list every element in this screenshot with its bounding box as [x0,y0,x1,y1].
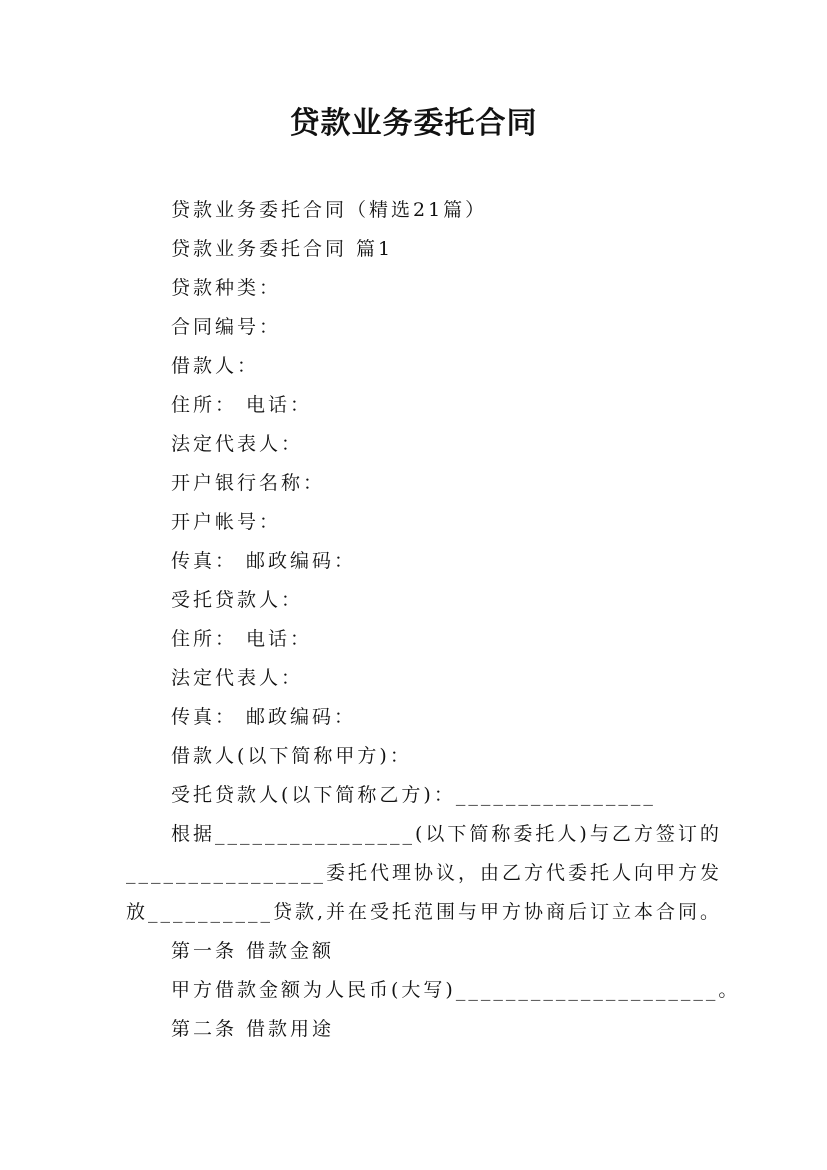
text-line: 开户银行名称： [171,472,326,494]
text-line: 根据________________(以下简称委托人)与乙方签订的 [171,823,722,845]
text-line: 贷款业务委托合同（精选21篇） [171,199,488,221]
text-line: ________________委托代理协议，由乙方代委托人向甲方发 [126,862,723,884]
document-title: 贷款业务委托合同 [289,106,538,141]
text-line: 放__________贷款,并在受托范围与甲方协商后订立本合同。 [126,901,723,923]
text-line: 法定代表人： [171,667,304,689]
text-line: 借款人： [171,355,260,377]
text-line: 传真： 邮政编码： [171,550,357,572]
text-line: 贷款种类： [171,277,282,299]
text-line: 受托贷款人： [171,589,304,611]
text-line: 住所： 电话： [171,628,313,650]
text-line: 贷款业务委托合同 篇1 [171,238,394,260]
text-line: 住所： 电话： [171,394,313,416]
text-line: 借款人(以下简称甲方)： [171,745,412,767]
text-line: 受托贷款人(以下简称乙方)：________________ [171,784,656,806]
section-heading: 第二条 借款用途 [171,1018,335,1040]
text-line: 开户帐号： [171,511,282,533]
text-line: 甲方借款金额为人民币(大写)_____________________。 [171,979,741,1001]
section-heading: 第一条 借款金额 [171,940,335,962]
text-line: 法定代表人： [171,433,304,455]
text-line: 合同编号： [171,316,282,338]
text-line: 传真： 邮政编码： [171,706,357,728]
